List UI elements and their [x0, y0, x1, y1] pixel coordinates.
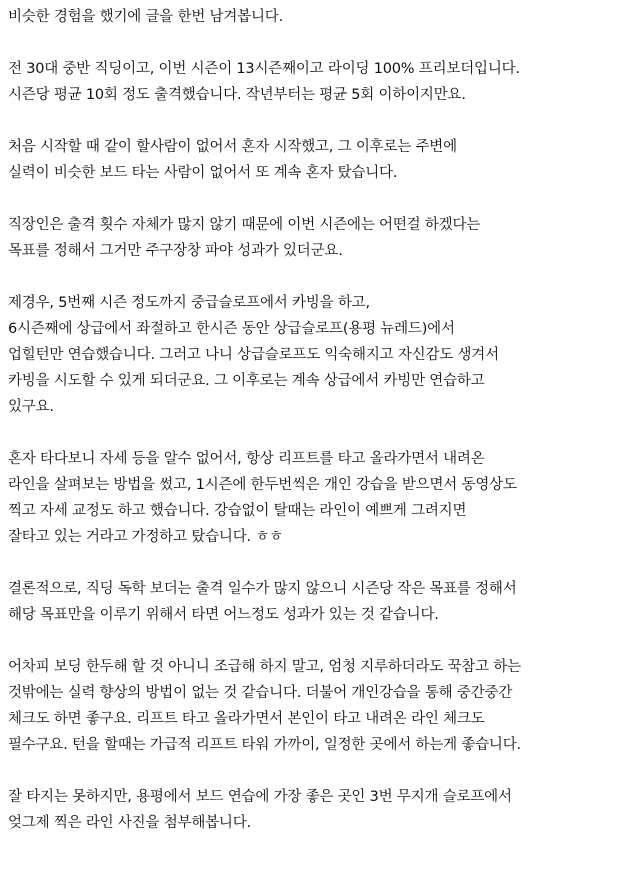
text-line: 체크도 하면 좋구요. 리프트 타고 올라가면서 본인이 타고 내려온 라인 체크도	[8, 711, 485, 727]
paragraph-intro	[8, 4, 638, 30]
text-line: 라인을 살펴보는 방법을 썼고, 1시즌에 한두번씩은 개인 강습을 받으면서 동영상도	[8, 477, 517, 493]
text-line: 잘 타지는 못하지만, 용평에서 보드 연습에 가장 좋은 곳인 3번 무지개 슬로프에서	[8, 789, 512, 805]
text-line: 해당 목표만을 이루기 위해서 타면 어느정도 성과가 있는 것 같습니다.	[8, 607, 439, 623]
text-line: 실력이 비슷한 보드 타는 사람이 없어서 또 계속 혼자 탔습니다.	[8, 165, 398, 181]
paragraph-profile	[8, 56, 638, 108]
text-line: 혼자 타다보니 자세 등을 알수 없어서, 항상 리프트를 타고 올라가면서 내려온	[8, 451, 485, 467]
paragraph-conclusion	[8, 576, 638, 628]
text-line: 필수구요. 턴을 할때는 가급적 리프트 타워 가까이, 일정한 곳에서 하는게 좋습니다.	[8, 737, 521, 753]
text-line: 있구요.	[8, 399, 54, 415]
post-body	[8, 4, 638, 862]
text-line: 카빙을 시도할 수 있게 되더군요. 그 이후로는 계속 상급에서 카빙만 연습하고	[8, 373, 485, 389]
paragraph-alone	[8, 134, 638, 186]
text-line: 비슷한 경험을 했기에 글을 한번 남겨봅니다.	[8, 9, 283, 25]
text-line: 업힐턴만 연습했습니다. 그러고 나니 상급슬로프도 익숙해지고 자신감도 생겨서	[8, 347, 499, 363]
paragraph-attachment	[8, 784, 638, 836]
text-line: 시즌당 평균 10회 정도 출격했습니다. 작년부터는 평균 5회 이하이지만요.	[8, 87, 466, 103]
text-line: 전 30대 중반 직딩이고, 이번 시즌이 13시즌째이고 라이딩 100% 프리보더입니다.	[8, 61, 520, 77]
text-line: 찍고 자세 교정도 하고 했습니다. 강습없이 탈때는 라인이 예쁘게 그려지면	[8, 503, 467, 519]
paragraph-method	[8, 446, 638, 550]
text-line: 목표를 정해서 그거만 주구장창 파야 성과가 있더군요.	[8, 243, 343, 259]
paragraph-goal	[8, 212, 638, 264]
text-line: 잘타고 있는 거라고 가정하고 탔습니다. ㅎㅎ	[8, 529, 283, 545]
text-line: 처음 시작할 때 같이 할사람이 없어서 혼자 시작했고, 그 이후로는 주변에	[8, 139, 457, 155]
paragraph-experience	[8, 290, 638, 420]
paragraph-advice	[8, 654, 638, 758]
text-line: 결론적으로, 직딩 독학 보더는 출격 일수가 많지 않으니 시즌당 작은 목표를 정해서	[8, 581, 517, 597]
text-line: 6시즌째에 상급에서 좌절하고 한시즌 동안 상급슬로프(용평 뉴레드)에서	[8, 321, 455, 337]
text-line: 직장인은 출격 횟수 자체가 많지 않기 때문에 이번 시즌에는 어떤걸 하겠다는	[8, 217, 481, 233]
text-line: 어차피 보딩 한두해 할 것 아니니 조급해 하지 말고, 엄청 지루하더라도 꾹참고 하는	[8, 659, 521, 675]
text-line: 엊그제 찍은 라인 사진을 첨부해봅니다.	[8, 815, 251, 831]
text-line: 제경우, 5번째 시즌 정도까지 중급슬로프에서 카빙을 하고,	[8, 295, 370, 311]
text-line: 것밖에는 실력 향상의 방법이 없는 것 같습니다. 더불어 개인강습을 통해 중간중간	[8, 685, 513, 701]
